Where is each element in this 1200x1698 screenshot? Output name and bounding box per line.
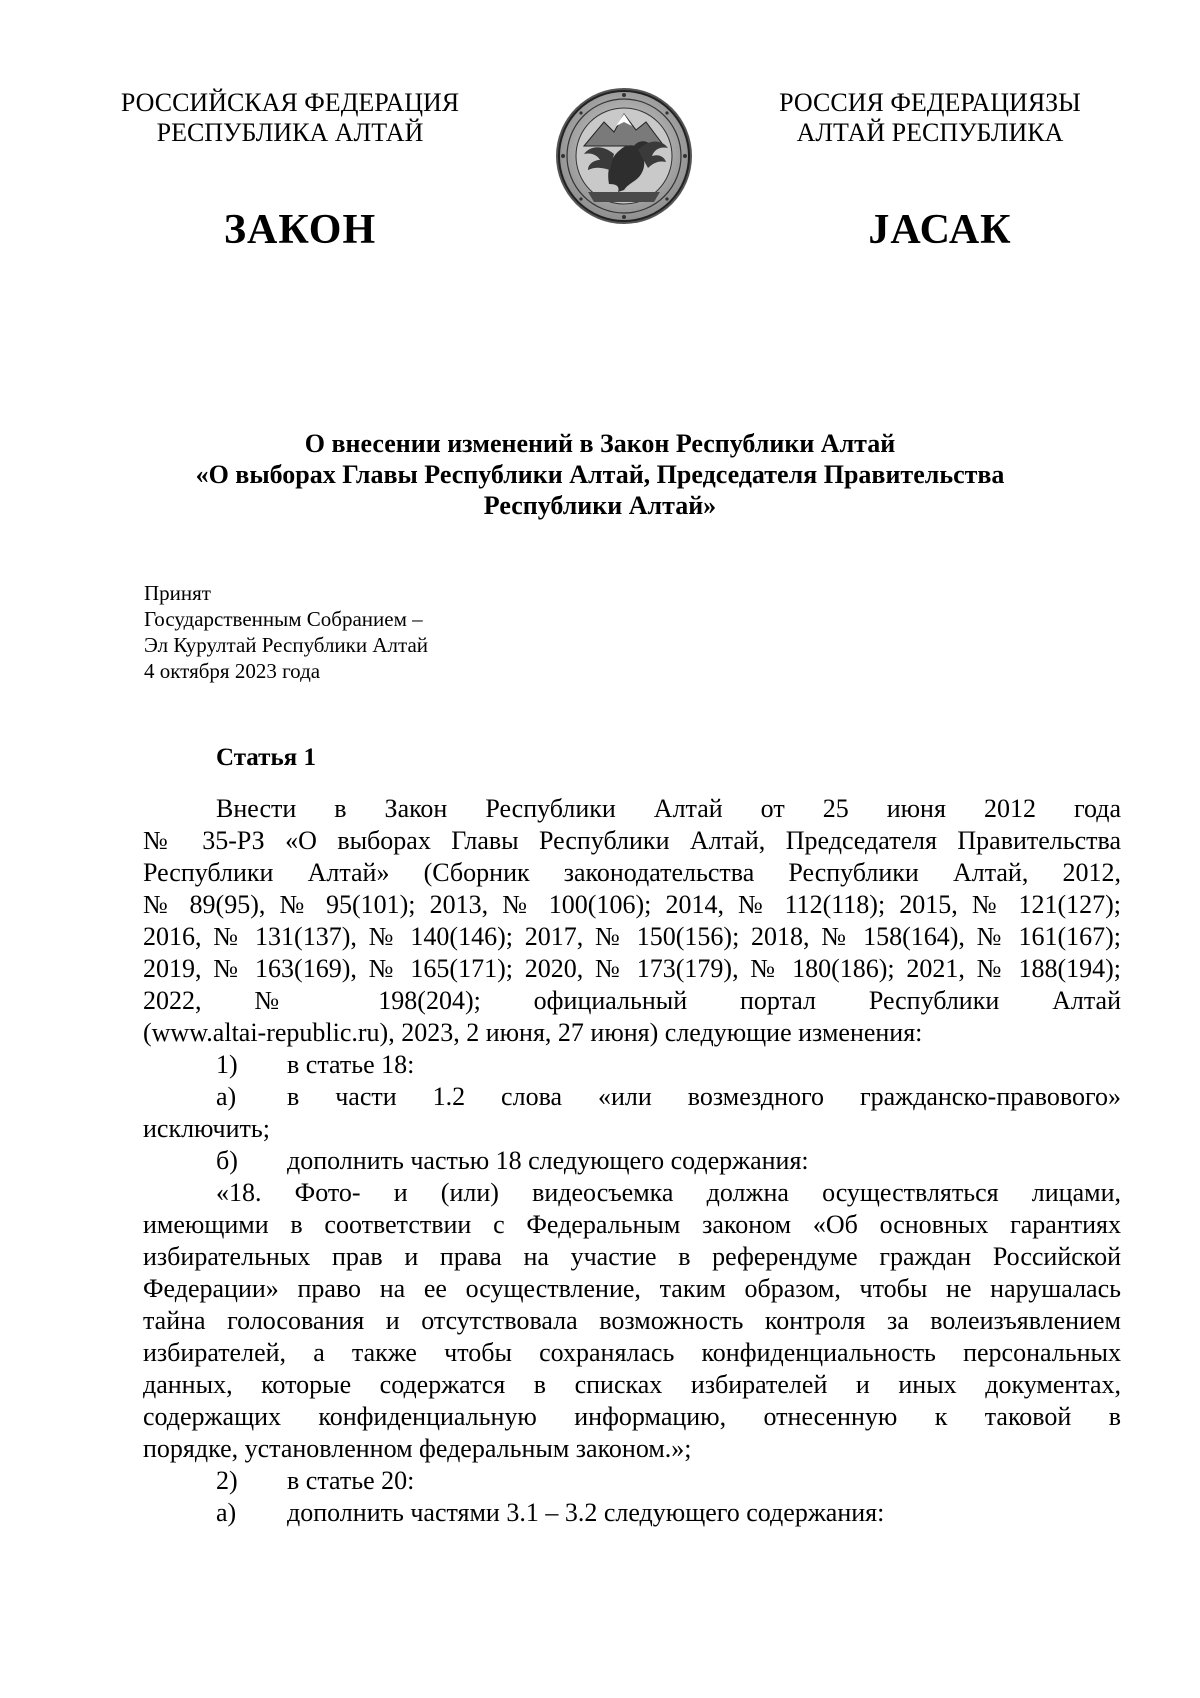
article-intro-line: № 35-РЗ «О выборах Главы Республики Алтай, Председателя Правительства bbox=[143, 826, 1121, 855]
quote-line: данных, которые содержатся в списках избирателей и иных документах, bbox=[143, 1370, 1121, 1399]
article-intro-line: № 89(95), № 95(101); 2013, № 100(106); 2014, № 112(118); 2015, № 121(127); bbox=[143, 890, 1121, 919]
quote-line: избирателей, а также чтобы сохранялась конфиденциальность персональных bbox=[143, 1338, 1121, 1367]
subitem-b-text: дополнить частью 18 следующего содержания: bbox=[287, 1146, 809, 1175]
article-intro-line: 2022, № 198(204); официальный портал Республики Алтай bbox=[143, 986, 1121, 1015]
adopted-date: 4 октября 2023 года bbox=[144, 659, 321, 683]
title-zakon: ЗАКОН bbox=[223, 207, 377, 253]
subitem-a-continuation: исключить; bbox=[143, 1114, 270, 1143]
article-intro-line: Внести в Закон Республики Алтай от 25 июня 2012 года bbox=[216, 794, 1121, 823]
quote-line: Федерации» право на ее осуществление, таким образом, чтобы не нарушалась bbox=[143, 1274, 1121, 1303]
law-title-line-3: Республики Алтай» bbox=[483, 491, 717, 520]
article-intro-line: Республики Алтай» (Сборник законодательства Республики Алтай, 2012, bbox=[143, 858, 1121, 887]
item-2-marker: 2) bbox=[216, 1466, 238, 1495]
quote-line: тайна голосования и отсутствовала возможность контроля за волеизъявлением bbox=[143, 1306, 1121, 1335]
article-title: Статья 1 bbox=[216, 744, 316, 771]
header-right-country: РОССИЯ ФЕДЕРАЦИЯЗЫ bbox=[779, 88, 1081, 117]
subitem-a-text: в части 1.2 слова «или возмездного гражданско-правового» bbox=[287, 1082, 1121, 1111]
article-intro-line: 2016, № 131(137), № 140(146); 2017, № 150(156); 2018, № 158(164), № 161(167); bbox=[143, 922, 1121, 951]
header-right-republic: АЛТАЙ РЕСПУБЛИКА bbox=[796, 118, 1064, 147]
subitem-2a-marker: а) bbox=[216, 1498, 237, 1527]
adopted-body-name: Эл Курултай Республики Алтай bbox=[144, 633, 429, 657]
law-title-line-1: О внесении изменений в Закон Республики Алтай bbox=[304, 429, 896, 458]
article-intro-line: 2019, № 163(169), № 165(171); 2020, № 173(179), № 180(186); 2021, № 188(194); bbox=[143, 954, 1121, 983]
item-2-text: в статье 20: bbox=[287, 1466, 415, 1495]
subitem-2a-text: дополнить частями 3.1 – 3.2 следующего содержания: bbox=[287, 1498, 885, 1527]
quote-line: имеющими в соответствии с Федеральным законом «Об основных гарантиях bbox=[143, 1210, 1121, 1239]
coat-of-arms-icon bbox=[554, 84, 694, 229]
quote-line: избирательных прав и права на участие в референдуме граждан Российской bbox=[143, 1242, 1121, 1271]
item-1-text: в статье 18: bbox=[287, 1050, 415, 1079]
quote-line: «18. Фото- и (или) видеосъемка должна осуществляться лицами, bbox=[216, 1178, 1121, 1207]
subitem-b-marker: б) bbox=[216, 1146, 238, 1175]
item-1-marker: 1) bbox=[216, 1050, 238, 1079]
law-title-line-2: «О выборах Главы Республики Алтай, Председателя Правительства bbox=[195, 460, 1005, 489]
quote-line: порядке, установленном федеральным законом.»; bbox=[143, 1434, 692, 1463]
adopted-label: Принят bbox=[144, 581, 211, 605]
title-jasak: JАСАК bbox=[868, 207, 1012, 253]
header-left-country: РОССИЙСКАЯ ФЕДЕРАЦИЯ bbox=[120, 88, 460, 117]
adopted-body: Государственным Собранием – bbox=[144, 607, 423, 631]
subitem-a-marker: а) bbox=[216, 1082, 237, 1111]
header-left-republic: РЕСПУБЛИКА АЛТАЙ bbox=[156, 118, 424, 147]
article-intro-line: (www.altai-republic.ru), 2023, 2 июня, 27 июня) следующие изменения: bbox=[143, 1018, 923, 1047]
quote-line: содержащих конфиденциальную информацию, отнесенную к таковой в bbox=[143, 1402, 1121, 1431]
